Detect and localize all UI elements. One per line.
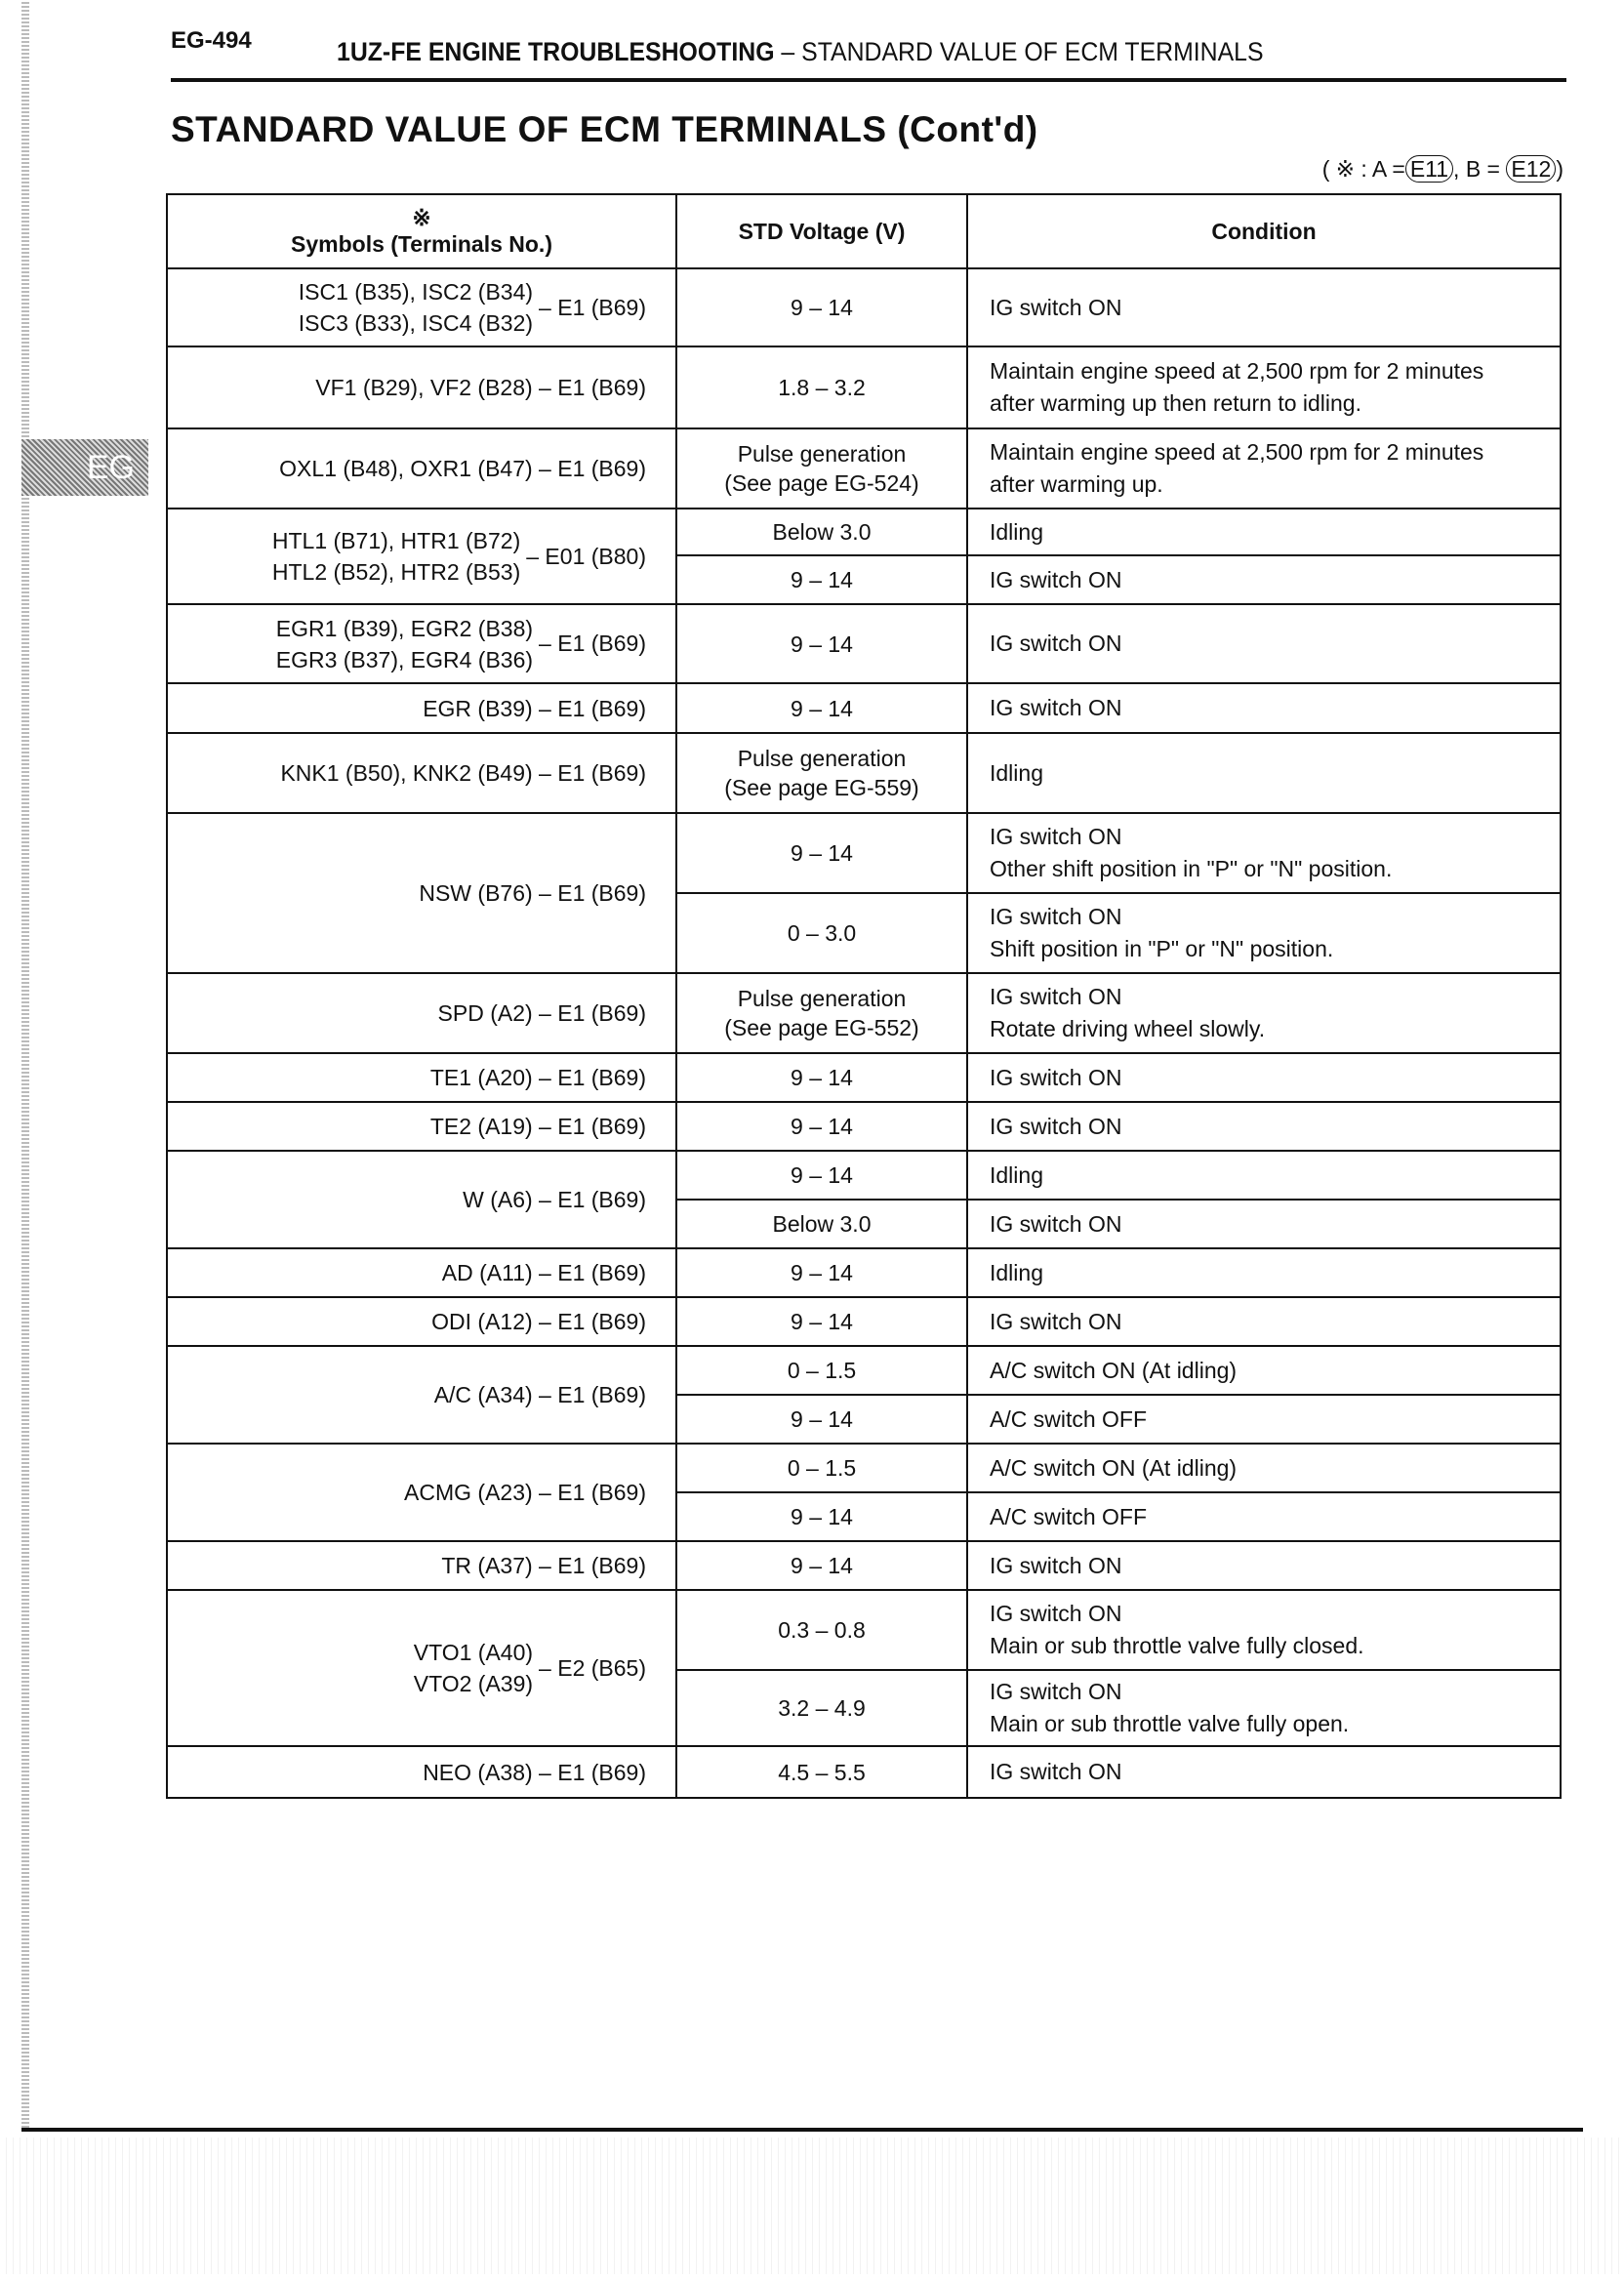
condition-cell xyxy=(967,1102,1561,1151)
voltage-line: 9 – 14 xyxy=(791,1114,853,1139)
voltage-line: 0 – 3.0 xyxy=(787,920,857,946)
symbol-line: VF1 (B29), VF2 (B28) – E1 (B69) xyxy=(315,375,646,400)
voltage-cell xyxy=(676,1492,967,1541)
symbol-cell xyxy=(167,813,676,973)
condition-cell xyxy=(967,604,1561,683)
table-row xyxy=(167,1297,1561,1346)
scan-noise xyxy=(0,2138,1624,2274)
note-prefix: ( ※ : A = xyxy=(1321,156,1405,182)
voltage-header: STD Voltage (V) xyxy=(676,194,967,268)
symbol-group xyxy=(404,1477,646,1508)
condition-line: after warming up. xyxy=(990,471,1163,497)
voltage-cell xyxy=(676,683,967,733)
condition-line: Main or sub throttle valve fully open. xyxy=(990,1711,1350,1736)
symbol-line: ACMG (A23) – E1 (B69) xyxy=(404,1480,646,1505)
symbol-line: HTL1 (B71), HTR1 (B72) xyxy=(271,528,521,553)
condition-cell xyxy=(967,268,1561,346)
symbol-group xyxy=(434,1379,646,1410)
voltage-line: 9 – 14 xyxy=(791,1260,853,1285)
condition-cell xyxy=(967,813,1561,893)
symbol-lines xyxy=(315,372,646,403)
voltage-cell xyxy=(676,1746,967,1798)
symbol-cell xyxy=(167,604,676,683)
condition-line: IG switch ON xyxy=(990,904,1122,929)
symbol-line: ISC3 (B33), ISC4 (B32) xyxy=(298,310,534,336)
voltage-line: 1.8 – 3.2 xyxy=(778,375,866,400)
section-tab-label: EG xyxy=(86,448,135,486)
symbol-lines xyxy=(430,1062,646,1093)
condition-line: Maintain engine speed at 2,500 rpm for 2 minutes xyxy=(990,439,1484,465)
condition-cell xyxy=(967,1492,1561,1541)
condition-header: Condition xyxy=(967,194,1561,268)
section-tab xyxy=(21,439,148,496)
condition-line: after warming up then return to idling. xyxy=(990,390,1361,416)
header-rule xyxy=(171,78,1566,82)
condition-cell xyxy=(967,1541,1561,1590)
ground-terminal: – E01 (B80) xyxy=(526,543,646,569)
symbol-lines xyxy=(414,1637,533,1699)
ground-terminal: – E1 (B69) xyxy=(539,294,646,320)
symbol-group xyxy=(438,998,646,1029)
table-row xyxy=(167,346,1561,428)
scan-edge xyxy=(21,0,29,2128)
symbol-lines xyxy=(276,613,533,675)
voltage-cell xyxy=(676,1444,967,1492)
condition-line: IG switch ON xyxy=(990,984,1122,1009)
symbol-group xyxy=(280,757,646,789)
symbol-line: W (A6) – E1 (B69) xyxy=(463,1187,646,1212)
voltage-cell xyxy=(676,509,967,555)
connector-a: E11 xyxy=(1405,155,1453,183)
symbol-group xyxy=(279,453,646,484)
symbol-cell xyxy=(167,346,676,428)
symbol-lines xyxy=(438,998,646,1029)
voltage-line: 9 – 14 xyxy=(791,840,853,866)
condition-line: A/C switch OFF xyxy=(990,1503,1148,1529)
symbol-cell xyxy=(167,428,676,509)
voltage-cell xyxy=(676,1541,967,1590)
voltage-line: 9 – 14 xyxy=(791,1309,853,1334)
condition-line: IG switch ON xyxy=(990,1759,1122,1784)
condition-cell xyxy=(967,1444,1561,1492)
condition-line: A/C switch OFF xyxy=(990,1405,1148,1432)
voltage-line: 9 – 14 xyxy=(791,567,853,592)
table-row xyxy=(167,1541,1561,1590)
condition-line: Shift position in "P" or "N" position. xyxy=(990,936,1334,961)
symbol-header xyxy=(167,194,676,268)
voltage-cell xyxy=(676,1346,967,1395)
voltage-line: (See page EG-559) xyxy=(724,775,919,800)
condition-line: Other shift position in "P" or "N" position. xyxy=(990,856,1393,881)
condition-cell xyxy=(967,1200,1561,1248)
symbol-line: TE1 (A20) – E1 (B69) xyxy=(429,1065,646,1090)
voltage-cell xyxy=(676,346,967,428)
condition-cell xyxy=(967,1053,1561,1102)
connector-b: E12 xyxy=(1506,155,1556,183)
symbol-line: VTO2 (A39) xyxy=(413,1671,534,1696)
table-row xyxy=(167,1151,1561,1200)
condition-line: Idling xyxy=(990,759,1043,786)
voltage-cell xyxy=(676,1670,967,1746)
voltage-cell xyxy=(676,1102,967,1151)
condition-line: A/C switch ON (At idling) xyxy=(990,1454,1238,1481)
condition-line: Main or sub throttle valve fully closed. xyxy=(990,1633,1364,1658)
symbol-lines xyxy=(423,693,646,724)
symbol-line: TE2 (A19) – E1 (B69) xyxy=(429,1114,646,1139)
condition-cell xyxy=(967,1746,1561,1798)
condition-line: IG switch ON xyxy=(990,1679,1122,1704)
condition-line: Maintain engine speed at 2,500 rpm for 2 minutes xyxy=(990,358,1484,384)
voltage-line: 3.2 – 4.9 xyxy=(778,1695,866,1721)
condition-line: A/C switch ON (At idling) xyxy=(990,1357,1238,1383)
condition-line: IG switch ON xyxy=(990,1308,1122,1334)
table-row xyxy=(167,1248,1561,1297)
voltage-cell xyxy=(676,1151,967,1200)
symbol-line: A/C (A34) – E1 (B69) xyxy=(433,1382,646,1407)
symbol-lines xyxy=(463,1184,646,1215)
symbol-line: OXL1 (B48), OXR1 (B47) – E1 (B69) xyxy=(279,456,646,481)
voltage-cell xyxy=(676,1053,967,1102)
condition-cell xyxy=(967,1151,1561,1200)
symbol-line: HTL2 (B52), HTR2 (B53) xyxy=(271,559,521,585)
page-number: EG-494 xyxy=(171,27,252,54)
table-header xyxy=(167,194,1561,268)
symbol-line: ODI (A12) – E1 (B69) xyxy=(431,1309,646,1334)
symbol-cell xyxy=(167,1248,676,1297)
table-row xyxy=(167,973,1561,1053)
condition-cell xyxy=(967,1297,1561,1346)
voltage-line: 9 – 14 xyxy=(791,631,853,657)
ground-terminal: – E1 (B69) xyxy=(539,631,646,656)
voltage-line: 0 – 1.5 xyxy=(787,1455,857,1481)
voltage-line: Below 3.0 xyxy=(772,1211,872,1237)
condition-cell xyxy=(967,1395,1561,1444)
symbol-lines xyxy=(441,1550,646,1581)
condition-cell xyxy=(967,428,1561,509)
condition-cell xyxy=(967,1670,1561,1746)
voltage-line: (See page EG-524) xyxy=(724,470,919,496)
symbol-group xyxy=(430,1062,646,1093)
table-row xyxy=(167,604,1561,683)
symbol-line: NSW (B76) – E1 (B69) xyxy=(419,880,646,906)
condition-cell xyxy=(967,509,1561,555)
symbol-cell xyxy=(167,1746,676,1798)
table-row xyxy=(167,428,1561,509)
voltage-line: Pulse generation xyxy=(737,441,907,467)
voltage-line: (See page EG-552) xyxy=(724,1015,919,1040)
condition-line: IG switch ON xyxy=(990,294,1122,320)
voltage-line: 9 – 14 xyxy=(791,1406,853,1432)
symbol-cell xyxy=(167,1590,676,1746)
table-row xyxy=(167,1102,1561,1151)
condition-line: IG switch ON xyxy=(990,1552,1122,1578)
table-row xyxy=(167,1053,1561,1102)
table-row xyxy=(167,813,1561,893)
symbol-lines xyxy=(299,276,533,339)
symbol-cell xyxy=(167,1297,676,1346)
symbol-line: KNK1 (B50), KNK2 (B49) – E1 (B69) xyxy=(280,760,646,786)
condition-line: IG switch ON xyxy=(990,1210,1122,1237)
symbol-cell xyxy=(167,1102,676,1151)
voltage-line: Below 3.0 xyxy=(772,519,872,545)
page-title: STANDARD VALUE OF ECM TERMINALS (Cont'd) xyxy=(171,109,1038,149)
voltage-cell xyxy=(676,1297,967,1346)
condition-line: Idling xyxy=(990,518,1043,545)
symbol-lines xyxy=(272,525,520,588)
condition-cell xyxy=(967,346,1561,428)
symbol-line: SPD (A2) – E1 (B69) xyxy=(437,1000,646,1026)
condition-line: IG switch ON xyxy=(990,1601,1122,1626)
symbol-cell xyxy=(167,683,676,733)
voltage-cell xyxy=(676,733,967,813)
running-header-bold: 1UZ-FE ENGINE TROUBLESHOOTING xyxy=(337,37,775,66)
table-row xyxy=(167,509,1561,555)
voltage-line: 9 – 14 xyxy=(791,1162,853,1188)
running-header xyxy=(337,37,1264,67)
voltage-line: 9 – 14 xyxy=(791,1504,853,1529)
table-row xyxy=(167,1444,1561,1492)
symbol-line: EGR1 (B39), EGR2 (B38) xyxy=(275,615,534,641)
note-mid: , B = xyxy=(1453,156,1500,182)
voltage-line: 0.3 – 0.8 xyxy=(778,1617,866,1643)
voltage-cell xyxy=(676,555,967,604)
table-row xyxy=(167,1746,1561,1798)
symbol-line: TR (A37) – E1 (B69) xyxy=(441,1553,646,1578)
symbol-group xyxy=(423,1757,646,1788)
condition-cell xyxy=(967,1590,1561,1670)
symbol-line: ISC1 (B35), ISC2 (B34) xyxy=(298,279,534,305)
symbol-group xyxy=(419,877,646,909)
condition-cell xyxy=(967,683,1561,733)
symbol-lines xyxy=(423,1757,646,1788)
condition-cell xyxy=(967,1346,1561,1395)
voltage-line: 9 – 14 xyxy=(791,295,853,320)
footer-rule xyxy=(21,2128,1583,2132)
voltage-cell xyxy=(676,604,967,683)
symbol-cell xyxy=(167,1444,676,1541)
symbol-group xyxy=(315,372,646,403)
symbol-lines xyxy=(431,1306,646,1337)
symbol-cell xyxy=(167,268,676,346)
ground-terminal: – E2 (B65) xyxy=(539,1654,646,1681)
voltage-line: 9 – 14 xyxy=(791,1065,853,1090)
condition-line: Rotate driving wheel slowly. xyxy=(990,1016,1266,1041)
symbol-group xyxy=(272,525,646,588)
symbol-group xyxy=(431,1306,646,1337)
symbol-lines xyxy=(419,877,646,909)
symbol-lines xyxy=(430,1111,646,1142)
table-row xyxy=(167,1346,1561,1395)
condition-cell xyxy=(967,893,1561,973)
table-row xyxy=(167,268,1561,346)
symbol-header-label: Symbols (Terminals No.) xyxy=(291,231,552,257)
symbol-cell xyxy=(167,509,676,604)
voltage-line: 4.5 – 5.5 xyxy=(778,1759,866,1785)
voltage-cell xyxy=(676,813,967,893)
symbol-group xyxy=(299,276,646,339)
symbol-lines xyxy=(279,453,646,484)
symbol-line: EGR3 (B37), EGR4 (B36) xyxy=(275,646,534,672)
symbol-lines xyxy=(434,1379,646,1410)
voltage-line: 9 – 14 xyxy=(791,695,853,721)
table-row xyxy=(167,1590,1561,1670)
symbol-group xyxy=(441,1550,646,1581)
voltage-line: 9 – 14 xyxy=(791,1553,853,1578)
symbol-cell xyxy=(167,1151,676,1248)
symbol-lines xyxy=(442,1257,646,1288)
symbol-lines xyxy=(280,757,646,789)
voltage-cell xyxy=(676,428,967,509)
symbol-line: EGR (B39) – E1 (B69) xyxy=(423,695,646,721)
symbol-lines xyxy=(404,1477,646,1508)
voltage-line: Pulse generation xyxy=(737,746,907,771)
condition-cell xyxy=(967,733,1561,813)
voltage-cell xyxy=(676,973,967,1053)
symbol-line: NEO (A38) – E1 (B69) xyxy=(423,1759,646,1785)
voltage-line: 0 – 1.5 xyxy=(787,1358,857,1383)
symbol-group xyxy=(414,1637,646,1699)
voltage-cell xyxy=(676,1248,967,1297)
running-header-rest: – STANDARD VALUE OF ECM TERMINALS xyxy=(774,37,1264,66)
voltage-cell xyxy=(676,1395,967,1444)
symbol-group xyxy=(423,693,646,724)
symbol-cell xyxy=(167,1053,676,1102)
voltage-line: Pulse generation xyxy=(737,986,907,1011)
asterisk-mark: ※ xyxy=(412,205,431,230)
note-suffix: ) xyxy=(1556,156,1563,182)
symbol-line: AD (A11) – E1 (B69) xyxy=(441,1260,646,1285)
symbol-cell xyxy=(167,1346,676,1444)
voltage-cell xyxy=(676,268,967,346)
symbol-group xyxy=(442,1257,646,1288)
symbol-group xyxy=(463,1184,646,1215)
condition-line: IG switch ON xyxy=(990,1113,1122,1139)
table-row xyxy=(167,733,1561,813)
condition-cell xyxy=(967,973,1561,1053)
symbol-line: VTO1 (A40) xyxy=(413,1640,534,1665)
symbol-cell xyxy=(167,973,676,1053)
condition-line: IG switch ON xyxy=(990,824,1122,849)
symbol-group xyxy=(276,613,646,675)
condition-line: IG switch ON xyxy=(990,631,1122,656)
voltage-cell xyxy=(676,893,967,973)
voltage-cell xyxy=(676,1200,967,1248)
table-row xyxy=(167,683,1561,733)
condition-line: Idling xyxy=(990,1161,1043,1188)
ecm-terminal-table xyxy=(166,193,1562,1799)
symbol-group xyxy=(430,1111,646,1142)
condition-line: IG switch ON xyxy=(990,566,1122,592)
condition-line: Idling xyxy=(990,1259,1043,1285)
symbol-cell xyxy=(167,1541,676,1590)
condition-cell xyxy=(967,1248,1561,1297)
condition-line: IG switch ON xyxy=(990,1064,1122,1090)
condition-line: IG switch ON xyxy=(990,695,1122,720)
connector-note xyxy=(1322,156,1563,183)
condition-cell xyxy=(967,555,1561,604)
symbol-cell xyxy=(167,733,676,813)
voltage-cell xyxy=(676,1590,967,1670)
